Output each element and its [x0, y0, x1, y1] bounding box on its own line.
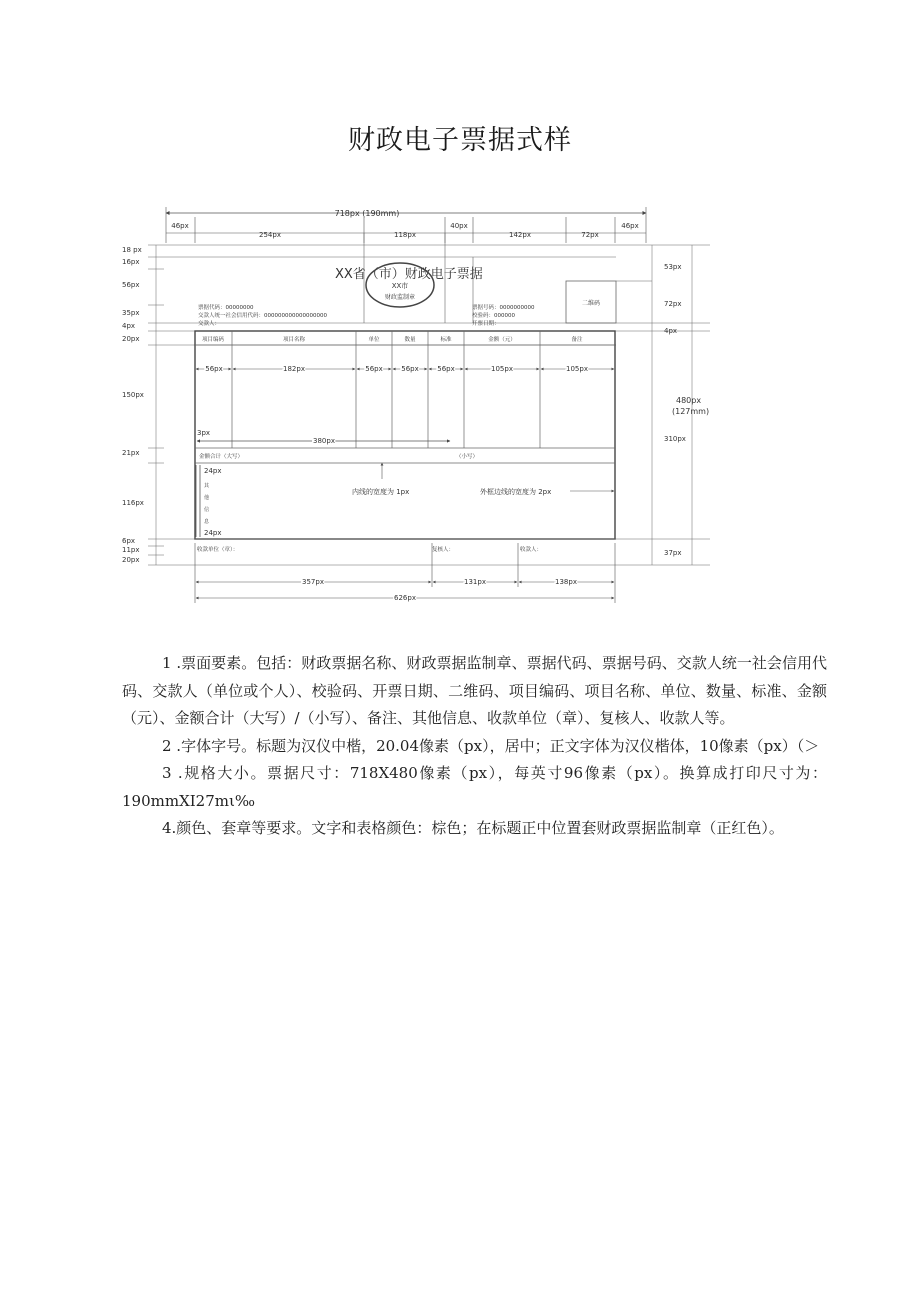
dim-top-3: 40px	[450, 222, 468, 230]
remark-char-1: 他	[204, 495, 210, 501]
dim-left-9: 6px	[122, 537, 136, 545]
col-header-2: 单位	[368, 337, 380, 343]
qr-label: 二维码	[581, 300, 601, 307]
footer-label-0: 收款单位（章）：	[197, 547, 239, 553]
remark-char-2: 信	[204, 507, 210, 513]
paragraph-4: 4.颜色、套章等要求。文字和表格颜色：棕色；在标题正中位置套财政票据监制章（正红色）。	[162, 819, 784, 837]
span-3: 3px	[197, 429, 211, 437]
footer-label-2: 收款人：	[520, 547, 543, 553]
dim-left-10: 11px	[122, 546, 140, 554]
remarks-dim-top: 24px	[204, 467, 222, 475]
paragraph-2: 2 .字体字号。标题为汉仪中楷，20.04像素（px），居中；正文字体为汉仪楷体，10像素（px）（＞	[162, 736, 820, 755]
dim-total-height-b: (127mm)	[672, 407, 710, 416]
dim-top-6: 46px	[621, 222, 639, 230]
dim-right-4: 37px	[664, 549, 682, 557]
dim-top-4: 142px	[509, 231, 531, 239]
seal-line-2: 财政监制章	[384, 294, 416, 301]
remarks-dim-bottom: 24px	[204, 529, 222, 537]
dim-left-8: 116px	[122, 499, 144, 507]
invoice-diagram	[120, 203, 714, 605]
dim-top-1: 254px	[259, 231, 281, 239]
dim-left-1: 16px	[122, 258, 140, 266]
col-header-4: 标准	[440, 337, 452, 343]
paragraph-1: 1 .票面要素。包括：财政票据名称、财政票据监制章、票据代码、票据号码、交款人统一社会信用代码、交款人（单位或个人）、校验码、开票日期、二维码、项目编码、项目名称、单位、数量、标准、金额（元）、金额合计（大写）/（小写）、备注、其他信息、收款单位（章）、复核人、收款人等。	[122, 654, 827, 727]
note-inner-line: 内线的宽度为 1px	[352, 488, 410, 496]
col-header-3: 数量	[404, 337, 416, 343]
paragraph-3: 3 .规格大小。票据尺寸：718X480像素（px），每英寸96像素（px）。换算成打印尺寸为：190mmXI27mι‰	[122, 764, 827, 810]
remark-char-3: 息	[204, 519, 210, 525]
dim-left-6: 150px	[122, 391, 144, 399]
col-width-1: 182px	[283, 365, 305, 373]
dim-left-3: 35px	[122, 309, 140, 317]
bottom-dim-total: 626px	[394, 594, 416, 602]
col-width-3: 56px	[401, 365, 419, 373]
seal-line-1: XX市	[391, 282, 409, 290]
col-header-0: 项目编码	[201, 337, 225, 343]
col-width-0: 56px	[205, 365, 223, 373]
col-header-6: 备注	[571, 337, 583, 343]
info-left-1: 交款人统一社会信用代码：000000000000000000	[198, 313, 327, 319]
total-row-right: （小写）	[456, 454, 479, 460]
remark-char-0: 其	[204, 483, 210, 489]
col-header-1: 项目名称	[282, 337, 306, 343]
dim-right-0: 53px	[664, 263, 682, 271]
dim-right-2: 4px	[664, 327, 678, 335]
note-outer-line: 外框边线的宽度为 2px	[480, 488, 552, 496]
dim-right-3: 310px	[664, 435, 686, 443]
page-title: 财政电子票据式样	[348, 125, 572, 156]
span-380: 380px	[313, 437, 335, 445]
info-right-2: 开票日期：	[472, 321, 500, 327]
dim-total-height-a: 480px	[676, 396, 702, 405]
bottom-dim-0: 357px	[302, 578, 324, 586]
dim-left-5: 20px	[122, 335, 140, 343]
col-width-4: 56px	[437, 365, 455, 373]
dim-right-1: 72px	[664, 300, 682, 308]
bottom-dim-2: 138px	[555, 578, 577, 586]
dim-left-7: 21px	[122, 449, 140, 457]
info-right-0: 票据号码：0000000000	[472, 305, 535, 311]
invoice-template-figure	[120, 203, 714, 605]
table-frame	[195, 331, 615, 539]
dim-top-0: 46px	[171, 222, 189, 230]
dim-top-2: 118px	[394, 231, 416, 239]
invoice-header-label: XX省（市）财政电子票据	[335, 267, 483, 282]
info-left-0: 票据代码：00000000	[198, 305, 254, 311]
dim-left-11: 20px	[122, 556, 140, 564]
dim-left-4: 4px	[122, 322, 136, 330]
dim-left-0: 18 px	[122, 246, 142, 254]
bottom-dim-1: 131px	[464, 578, 486, 586]
total-row-left: 金额合计（大写）	[199, 454, 244, 460]
body-text	[122, 650, 827, 843]
dim-top-5: 72px	[581, 231, 599, 239]
col-width-5: 105px	[491, 365, 513, 373]
col-width-2: 56px	[365, 365, 383, 373]
footer-label-1: 复核人：	[432, 547, 455, 553]
info-right-1: 校验码：000000	[472, 313, 515, 319]
info-left-2: 交款人：	[198, 321, 221, 327]
col-header-5: 金额（元）	[488, 337, 516, 343]
dim-total-width: 718px (190mm)	[334, 209, 400, 218]
dim-left-2: 56px	[122, 281, 140, 289]
col-width-6: 105px	[566, 365, 588, 373]
